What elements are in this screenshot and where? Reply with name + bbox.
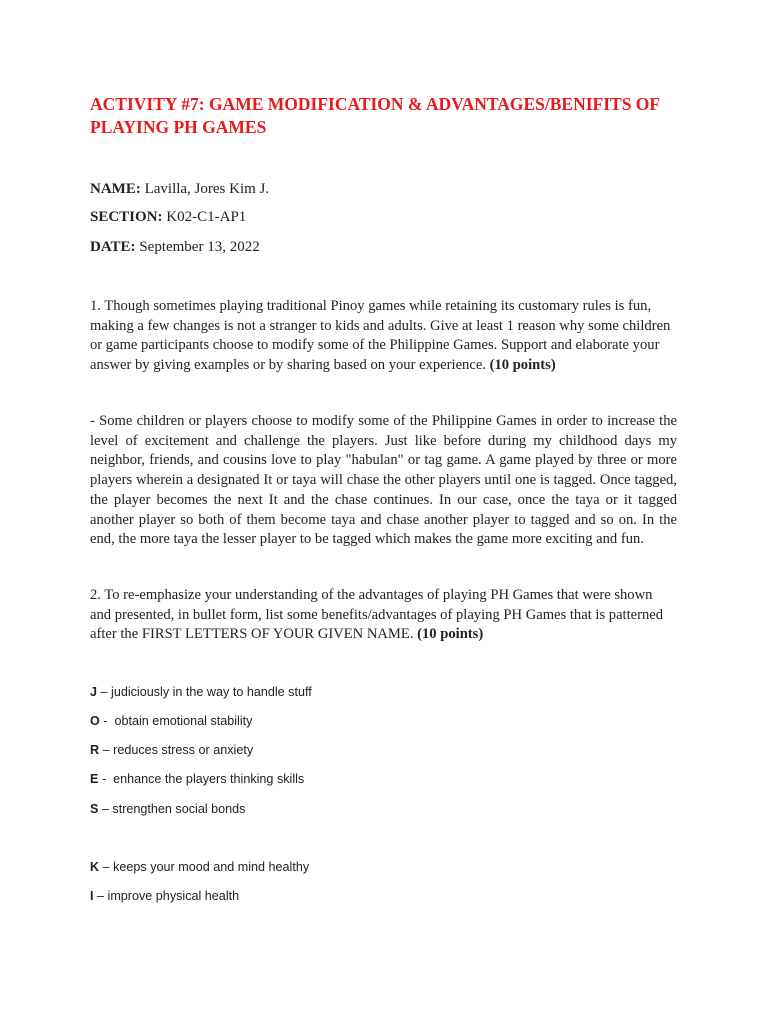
bullet-separator: –	[98, 802, 113, 816]
bullet-separator: -	[98, 772, 114, 786]
section-value: K02-C1-AP1	[162, 209, 247, 225]
bullet-letter: K	[90, 860, 100, 874]
name-value: Lavilla, Jores Kim J.	[140, 181, 270, 197]
name-label: NAME:	[90, 181, 141, 197]
bullet-j	[90, 684, 312, 700]
date-field	[90, 238, 260, 256]
question-2-text: 2. To re-emphasize your understanding of the advantages of playing PH Games that were shown and presented, in bullet form, list some benefits/advantages of playing PH Games that is patterned after the FIRST LETTERS OF YOUR GIVEN NAME.	[90, 587, 664, 643]
bullet-letter: I	[90, 889, 94, 903]
bullet-letter: S	[90, 802, 99, 816]
section-field	[90, 208, 246, 226]
bullet-text: keeps your mood and mind healthy	[113, 860, 310, 874]
bullet-separator: –	[99, 860, 114, 874]
section-label: SECTION:	[90, 209, 163, 225]
bullet-o	[90, 713, 252, 729]
bullet-k	[90, 859, 309, 875]
answer-1: - Some children or players choose to modify some of the Philippine Games in order to increase the level of excitement and challenge the players. Just like before during my childhood days my neighbor, friends, and cousins love to play "habulan" or tag game. A game played by three or more players wherein a designated It or taya will chase the other players until one is tagged. Once tagged, the player becomes the next It and the chase continues. In our case, once the taya or it tagged another player so both of them become taya and chase another player to tagged and so on. In the end, the more taya the lesser player to be tagged which makes the game more exciting and fun.	[90, 413, 677, 548]
bullet-e	[90, 771, 304, 787]
bullet-text: enhance the players thinking skills	[113, 772, 305, 786]
bullet-separator: –	[99, 743, 114, 757]
question-1	[90, 297, 677, 376]
question-2	[90, 586, 677, 645]
question-1-points: (10 points)	[489, 357, 556, 374]
bullet-letter: O	[90, 714, 100, 728]
bullet-letter: R	[90, 743, 100, 757]
bullet-separator: -	[99, 714, 115, 728]
bullet-text: strengthen social bonds	[112, 802, 246, 816]
date-value: September 13, 2022	[135, 239, 260, 255]
bullet-text: reduces stress or anxiety	[113, 743, 254, 757]
bullet-text: improve physical health	[107, 889, 240, 903]
question-2-points: (10 points)	[417, 626, 484, 643]
bullet-separator: –	[93, 889, 108, 903]
bullet-separator: –	[97, 685, 112, 699]
bullet-r	[90, 742, 253, 758]
bullet-i	[90, 888, 239, 904]
bullet-letter: E	[90, 772, 99, 786]
bullet-text: judiciously in the way to handle stuff	[111, 685, 312, 699]
question-1-text: 1. Though sometimes playing traditional Pinoy games while retaining its customary rules is fun, making a few changes is not a stranger to kids and adults. Give at least 1 reason why some children or game participants choose to modify some of the Philippine Games. Support and elaborate your answer by giving examples or by sharing based on your experience.	[90, 298, 671, 374]
name-field	[90, 180, 269, 198]
bullet-s	[90, 801, 245, 817]
activity-title: ACTIVITY #7: GAME MODIFICATION & ADVANTAGES/BENIFITS OF PLAYING PH GAMES	[90, 94, 660, 137]
bullet-letter: J	[90, 685, 98, 699]
date-label: DATE:	[90, 239, 136, 255]
bullet-text: obtain emotional stability	[114, 714, 253, 728]
